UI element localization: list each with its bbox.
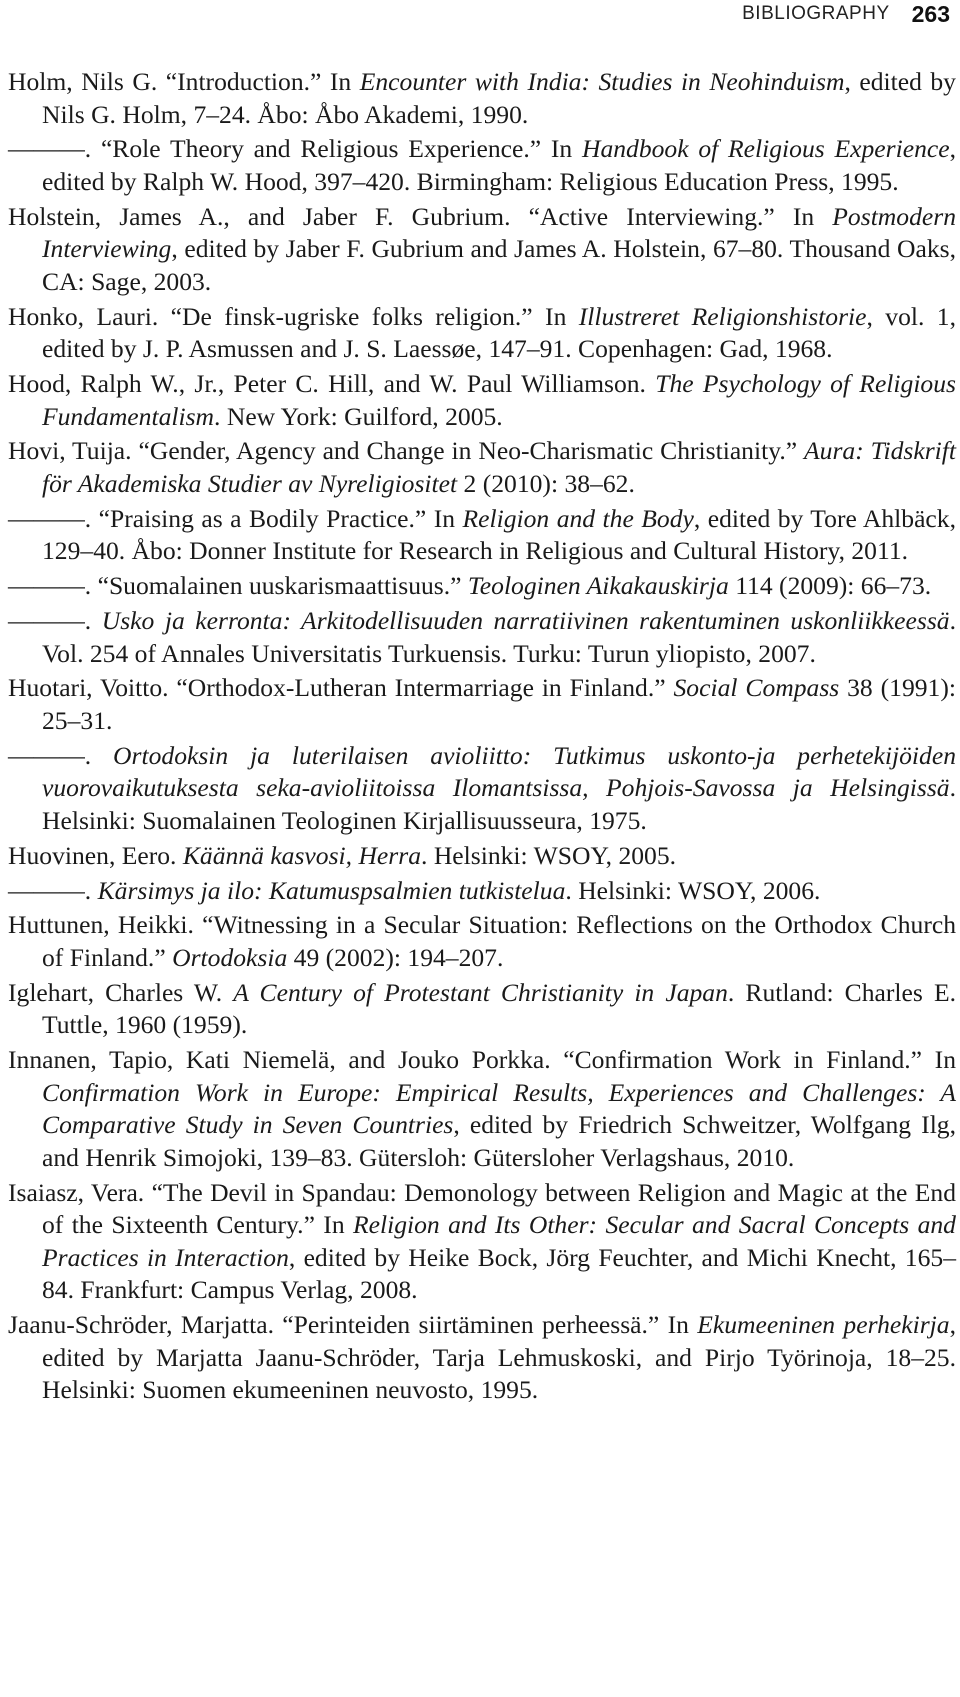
bibliography-entry: ———. Kärsimys ja ilo: Katumuspsalmien tutkistelua. Helsinki: WSOY, 2006. <box>8 875 821 905</box>
bibliography-entry: ———. Ortodoksin ja luterilaisen avioliitto: Tutkimus uskonto-ja perhetekijöiden vuorovaikutuksesta seka-avioliitoissa Ilomantsissa, Pohjois-Savossa ja Helsingissä. Helsinki: Suomalainen Teologinen Kirjallisuusseura, 1975. <box>8 740 956 835</box>
bibliography-entry: Innanen, Tapio, Kati Niemelä, and Jouko Porkka. “Confirmation Work in Finland.” In Confirmation Work in Europe: Empirical Results, Experiences and Challenges: A Comparative Study in Seven Countries, edited by Friedrich Schweitzer, Wolfgang Ilg, and Henrik Simojoki, 139–83. Gütersloh: Gütersloher Verlagshaus, 2010. <box>8 1045 956 1172</box>
bibliography-entry: ———. “Suomalainen uuskarismaattisuus.” Teologinen Aikakauskirja 114 (2009): 66–73. <box>8 571 932 601</box>
bibliography-entries <box>8 66 956 1409</box>
bibliography-entry: Huttunen, Heikki. “Witnessing in a Secular Situation: Reflections on the Orthodox Church of Finland.” Ortodoksia 49 (2002): 194–207. <box>8 910 956 972</box>
bibliography-entry: Huotari, Voitto. “Orthodox-Lutheran Intermarriage in Finland.” Social Compass 38 (1991): 25–31. <box>8 673 956 735</box>
bibliography-entry: Huovinen, Eero. Käännä kasvosi, Herra. Helsinki: WSOY, 2005. <box>8 840 677 870</box>
bibliography-entry: Iglehart, Charles W. A Century of Protestant Christianity in Japan. Rutland: Charles E. Tuttle, 1960 (1959). <box>8 977 956 1040</box>
bibliography-entry: Hood, Ralph W., Jr., Peter C. Hill, and W. Paul Williamson. The Psychology of Religious Fundamentalism. New York: Guilford, 2005. <box>8 369 956 431</box>
bibliography-entry: Honko, Lauri. “De finsk-ugriske folks religion.” In Illustreret Religionshistorie, vol. 1, edited by J. P. Asmussen and J. S. Laessøe, 147–91. Copenhagen: Gad, 1968. <box>8 301 956 364</box>
bibliography-entry: Isaiasz, Vera. “The Devil in Spandau: Demonology between Religion and Magic at the End of the Sixteenth Century.” In Religion and Its Other: Secular and Sacral Concepts and Practices in Interaction, edited by Heike Bock, Jörg Feuchter, and Michi Knecht, 165–84. Frankfurt: Campus Verlag, 2008. <box>8 1177 956 1305</box>
bibliography-entry: ———. “Role Theory and Religious Experience.” In Handbook of Religious Experience, edited by Ralph W. Hood, 397–420. Birmingham: Religious Education Press, 1995. <box>8 134 956 196</box>
bibliography-entry: Hovi, Tuija. “Gender, Agency and Change in Neo-Charismatic Christianity.” Aura: Tidskrift för Akademiska Studier av Nyreligiositet 2 (2010): 38–62. <box>8 436 957 499</box>
bibliography-entry: ———. Usko ja kerronta: Arkitodellisuuden narratiivinen rakentuminen uskonliikkeessä. Vol. 254 of Annales Universitatis Turkuensis. Turku: Turun yliopisto, 2007. <box>8 606 956 668</box>
page-number: 263 <box>911 0 950 27</box>
bibliography-entry: Holm, Nils G. “Introduction.” In Encounter with India: Studies in Neohinduism, edited by Nils G. Holm, 7–24. Åbo: Åbo Akademi, 1990. <box>8 67 956 129</box>
running-header <box>742 0 950 28</box>
bibliography-entry: ———. “Praising as a Bodily Practice.” In Religion and the Body, edited by Tore Ahlbäck, 129–40. Åbo: Donner Institute for Research in Religious and Cultural History, 2011. <box>8 503 956 566</box>
bibliography-entry: Holstein, James A., and Jaber F. Gubrium. “Active Interviewing.” In Postmodern Interviewing, edited by Jaber F. Gubrium and James A. Holstein, 67–80. Thousand Oaks, CA: Sage, 2003. <box>8 201 956 296</box>
bibliography-entry: Jaanu-Schröder, Marjatta. “Perinteiden siirtäminen perheessä.” In Ekumeeninen perhekirja, edited by Marjatta Jaanu-Schröder, Tarja Lehmuskoski, and Pirjo Työrinoja, 18–25. Helsinki: Suomen ekumeeninen neuvosto, 1995. <box>8 1310 956 1405</box>
running-header-title: BIBLIOGRAPHY <box>742 3 890 24</box>
